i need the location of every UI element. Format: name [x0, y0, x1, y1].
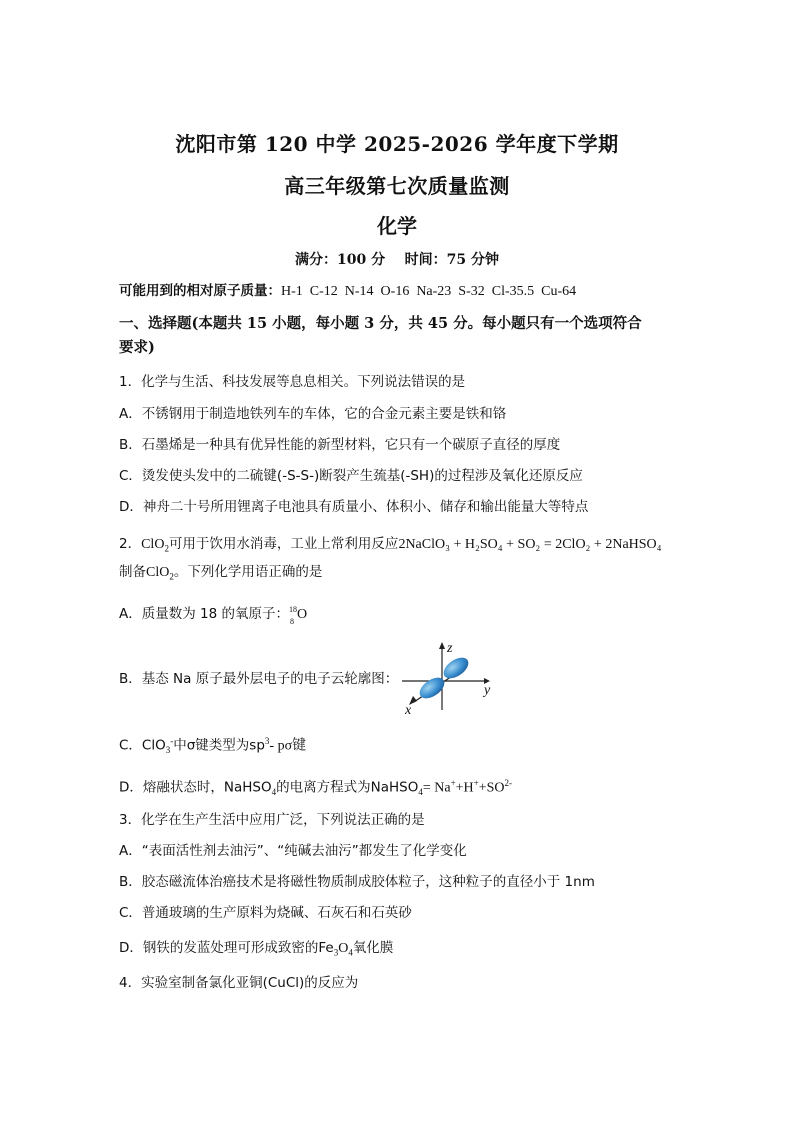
q3-option-d-suffix: 氧化膜	[352, 940, 394, 956]
q1-option-b: B．石墨烯是一种具有优异性能的新型材料，它只有一个碳原子直径的厚度	[119, 437, 561, 453]
q2-option-a-notation	[289, 605, 297, 626]
q4-stem: 4．实验室制备氯化亚铜(CuCl)的反应为	[119, 975, 359, 991]
exam-info: 满分：100 分 时间：75 分钟	[295, 252, 499, 268]
q2-clo2-sub: 2	[164, 543, 169, 554]
q2-option-c-end: - pσ键	[269, 738, 307, 754]
q3-fe-sub: 3	[333, 947, 339, 958]
q2-stem-line2	[119, 562, 322, 587]
q2-line2-suffix: 。下列化学用语正确的是	[173, 564, 323, 580]
q2-option-c	[119, 731, 306, 760]
q2-stem	[119, 534, 662, 559]
q1-option-c: C．烫发使头发中的二硫键(-S-S-)断裂产生巯基(-SH)的过程涉及氧化还原反应	[119, 468, 583, 484]
q3-option-a: A．“表面活性剂去油污”、“纯碱去油污”都发生了化学变化	[119, 843, 467, 859]
q2-oxygen-symbol: O	[297, 607, 308, 622]
q2-option-d-h: +H	[455, 780, 474, 796]
orbital-lobe-upper	[440, 653, 472, 682]
atomic-masses	[119, 281, 576, 302]
q2-option-c-sp3: 3	[264, 736, 270, 746]
q3-stem: 3．化学在生产生活中应用广泛，下列说法正确的是	[119, 812, 425, 828]
q2-option-a-text: A．质量数为 18 的氧原子：	[119, 606, 289, 622]
q2-reaction: 2NaClO₃ + H₂SO₄ + SO₂ = 2ClO₂ + 2NaHSO₄	[398, 537, 662, 552]
q2-clo2: ClO	[141, 537, 165, 552]
atomic-masses-label: 可能用到的相对原子质量：	[119, 283, 281, 299]
q2-option-d-so: +SO	[478, 780, 505, 796]
q2-option-b-text: B．基态 Na 原子最外层电子的电子云轮廓图：	[119, 671, 399, 687]
q3-option-b: B．胶态磁流体治癌技术是将磁性物质制成胶体粒子，这种粒子的直径小于 1nm	[119, 874, 595, 890]
q3-option-d	[119, 938, 393, 963]
q2-option-d	[119, 773, 512, 802]
section-heading-cont: 要求)	[119, 339, 155, 356]
q2-option-d-sub2: 4	[418, 787, 423, 798]
q3-o-sub: 4	[348, 947, 353, 958]
z-axis-arrow	[439, 642, 445, 649]
section-heading: 一、选择题(本题共 15 小题，每小题 3 分，共 45 分。每小题只有一个选项符合	[119, 315, 642, 332]
atomic-masses-values: H-1 C-12 N-14 O-16 Na-23 S-32 Cl-35.5 Cu-64	[281, 284, 577, 299]
q2-number: 2．	[119, 536, 142, 552]
q3-o: O	[338, 941, 349, 956]
q2-option-a	[119, 604, 307, 625]
q2-option-d-na: = Na	[422, 780, 451, 796]
q3-option-d-prefix: D．钢铁的发蓝处理可形成致密的Fe	[119, 940, 334, 956]
x-axis-label: x	[405, 703, 412, 716]
q2-mass-number: 18	[289, 605, 297, 614]
q2-clo2-b: ClO	[146, 565, 170, 580]
q2-option-c-prefix: C．ClO	[119, 737, 166, 754]
q2-option-d-mid: 的电离方程式为NaHSO	[276, 779, 419, 796]
q1-option-d: D．神舟二十号所用锂离子电池具有质量小、体积小、储存和输出能量大等特点	[119, 499, 589, 515]
q2-option-c-mid: 中σ键类型为sp	[173, 737, 265, 754]
q2-option-d-prefix: D．熔融状态时，NaHSO	[119, 779, 272, 796]
q2-option-d-so-charge: 2-	[504, 778, 513, 788]
q2-option-c-charge: -	[170, 736, 174, 746]
q2-clo2-b-sub: 2	[169, 571, 174, 582]
q2-option-d-sub1: 4	[271, 787, 277, 798]
p-orbital-diagram	[400, 640, 500, 716]
q1-stem: 1．化学与生活、科技发展等息息相关。下列说法错误的是	[119, 374, 466, 390]
q2-line2-prefix: 制备	[119, 564, 146, 580]
q2-option-d-na-charge: +	[450, 778, 456, 788]
q2-option-d-h-charge: +	[473, 778, 479, 788]
subject-title: 化学	[377, 214, 417, 238]
z-axis-label: z	[447, 641, 453, 656]
exam-title: 高三年级第七次质量监测	[284, 174, 510, 198]
school-title: 沈阳市第 120 中学 2025-2026 学年度下学期	[175, 132, 619, 156]
q2-option-c-sub: 3	[165, 745, 171, 756]
y-axis-label: y	[484, 683, 491, 698]
q2-stem-text: 可用于饮用水消毒，工业上常利用反应	[168, 536, 399, 552]
q3-option-c: C．普通玻璃的生产原料为烧碱、石灰石和石英砂	[119, 905, 412, 921]
q2-atomic-number: 8	[290, 617, 294, 626]
orbital-lobe-lower	[416, 673, 448, 702]
q1-option-a: A．不锈钢用于制造地铁列车的车体，它的合金元素主要是铁和铬	[119, 406, 507, 422]
